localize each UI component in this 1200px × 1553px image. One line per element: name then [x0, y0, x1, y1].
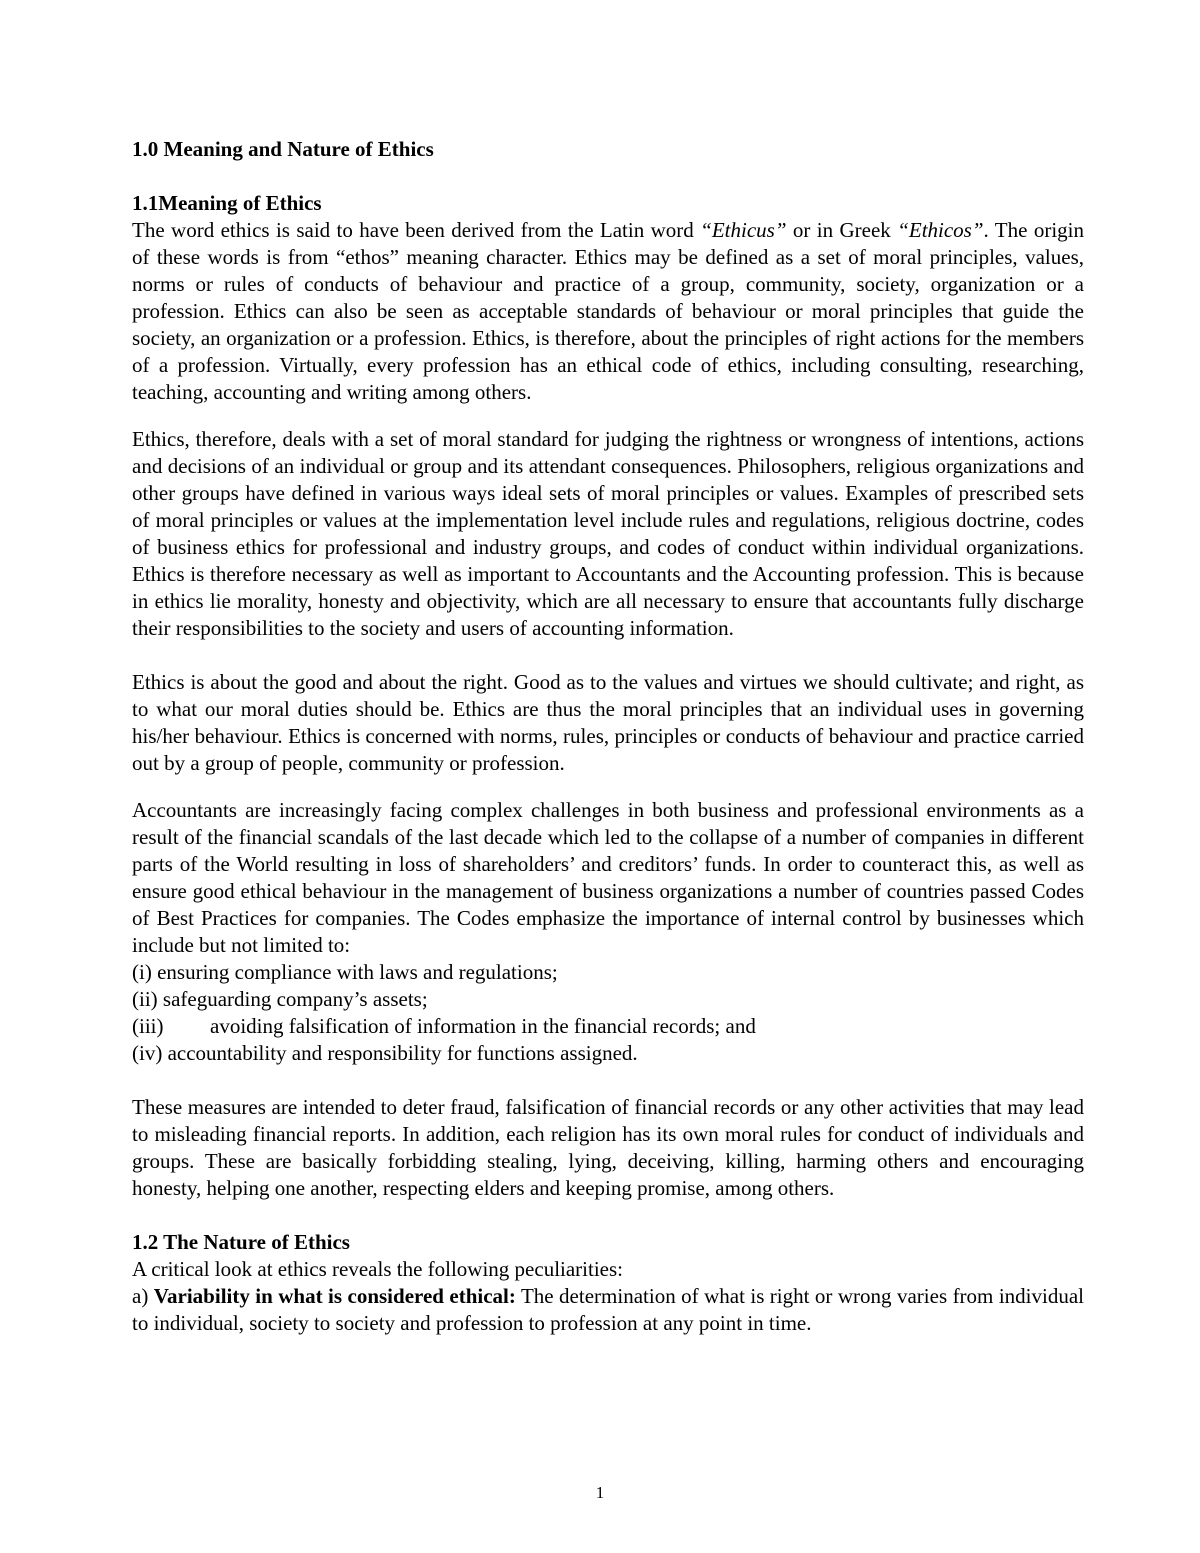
list-item [132, 1040, 1084, 1067]
spacer [132, 1202, 1084, 1229]
paragraph-2: Ethics, therefore, deals with a set of moral standard for judging the rightness or wrongness of intentions, actions and decisions of an individual or group and its attendant consequences. Philosophers, religious organizations and other groups have defined in various ways ideal sets of moral principles or values. Examples of prescribed sets of moral principles or values at the implementation level include rules and regulations, religious doctrine, codes of business ethics for professional and industry groups, and codes of conduct within individual organizations. Ethics is therefore necessary as well as important to Accountants and the Accounting profession. This is because in ethics lie morality, honesty and objectivity, which are all necessary to ensure that accountants fully discharge their responsibilities to the society and users of accounting information. [132, 427, 1084, 640]
item-a-text: The determination of what is right or wrong varies from individual to individual, society to society and profession to profession at any point in time. [132, 1284, 1084, 1335]
list-item [132, 986, 1084, 1013]
section-1-2-intro: A critical look at ethics reveals the following peculiarities: [132, 1257, 624, 1281]
spacer [132, 1067, 1084, 1094]
greek-term: “Ethicos” [897, 218, 984, 242]
list-text: accountability and responsibility for functions assigned. [167, 1041, 638, 1065]
list-marker: (ii) [132, 987, 158, 1011]
section-1-1-title: 1.1Meaning of Ethics [132, 191, 322, 215]
latin-term: “Ethicus” [700, 218, 787, 242]
spacer [132, 642, 1084, 669]
list-item [132, 959, 1084, 986]
list-item [132, 1013, 1084, 1040]
list-text: safeguarding company’s assets; [162, 987, 428, 1011]
paragraph-1-part-a: The word ethics is said to have been derived from the Latin word [132, 218, 701, 242]
paragraph-3: Ethics is about the good and about the right. Good as to the values and virtues we should cultivate; and right, as to what our moral duties should be. Ethics are thus the moral principles that an individual uses in governing his/her behaviour. Ethics is concerned with norms, rules, principles or conducts of behaviour and practice carried out by a group of people, community or profession. [132, 670, 1084, 775]
page-content [132, 136, 1084, 1337]
item-a-heading: Variability in what is considered ethical: [153, 1284, 516, 1308]
paragraph-4: Accountants are increasingly facing complex challenges in both business and professional environments as a result of the financial scandals of the last decade which led to the collapse of a number of companies in different parts of the World resulting in loss of shareholders’ and creditors’ funds. In order to counteract this, as well as ensure good ethical behaviour in the management of business organizations a number of countries passed Codes of Best Practices for companies. The Codes emphasize the importance of internal control by businesses which include but not limited to: [132, 798, 1084, 957]
spacer [132, 777, 1084, 797]
section-1-2-title: 1.2 The Nature of Ethics [132, 1230, 350, 1254]
list-marker: (i) [132, 960, 152, 984]
list-marker: (iv) [132, 1041, 163, 1065]
list-text: ensuring compliance with laws and regulations; [157, 960, 558, 984]
list-marker: (iii) [132, 1014, 164, 1038]
list-text: avoiding falsification of information in the financial records; and [210, 1014, 756, 1038]
item-a-marker: a) [132, 1284, 149, 1308]
main-heading: 1.0 Meaning and Nature of Ethics [132, 137, 434, 161]
paragraph-1-part-c: . The origin of these words is from “ethos” meaning character. Ethics may be defined as a set of moral principles, values, norms or rules of conducts of behaviour and practice of a group, community, society, organization or a profession. Ethics can also be seen as acceptable standards of behaviour or moral principles that guide the society, an organization or a profession. Ethics, is therefore, about the principles of right actions for the members of a profession. Virtually, every profession has an ethical code of ethics, including consulting, researching, teaching, accounting and writing among others. [132, 218, 1084, 404]
paragraph-1 [132, 217, 1084, 406]
controls-list [132, 959, 1084, 1067]
spacer [132, 406, 1084, 426]
page-number: 1 [595, 1483, 605, 1502]
paragraph-5: These measures are intended to deter fraud, falsification of financial records or any other activities that may lead to misleading financial reports. In addition, each religion has its own moral rules for conduct of individuals and groups. These are basically forbidding stealing, lying, deceiving, killing, harming others and encouraging honesty, helping one another, respecting elders and keeping promise, among others. [132, 1095, 1084, 1200]
paragraph-1-part-b: or in Greek [786, 218, 898, 242]
nature-item-a [132, 1283, 1084, 1337]
